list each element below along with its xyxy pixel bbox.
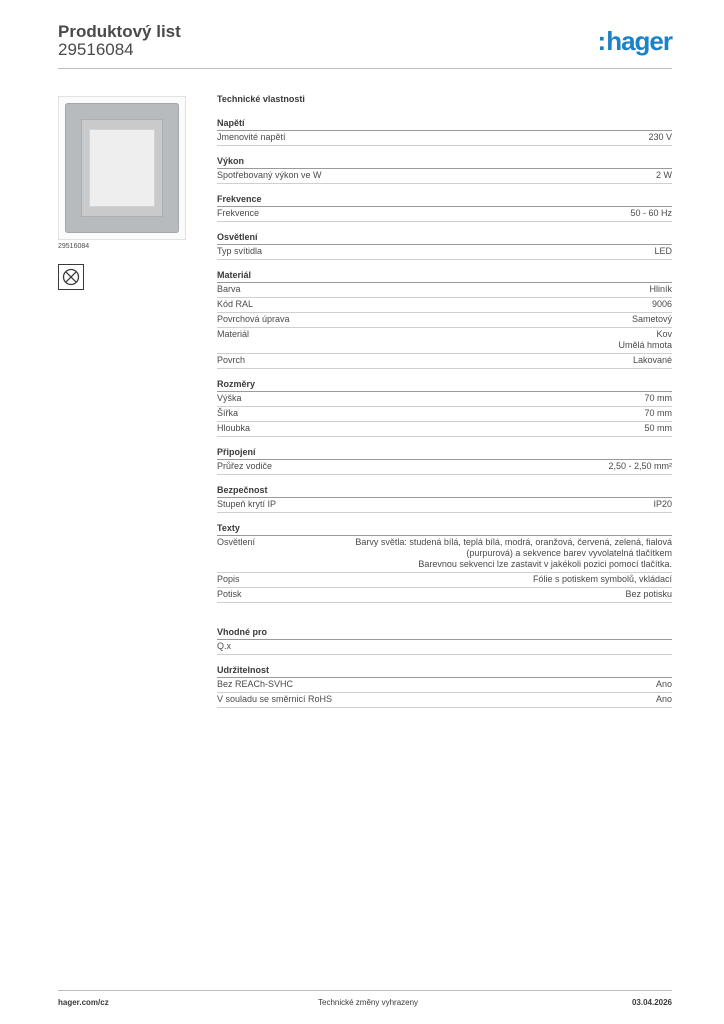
spec-group-title: Napětí bbox=[217, 116, 672, 131]
footer-notice: Technické změny vyhrazeny bbox=[318, 998, 419, 1007]
spec-group bbox=[217, 663, 672, 708]
spec-value-line: 2 W bbox=[655, 170, 672, 180]
spec-label: Frekvence bbox=[217, 208, 260, 218]
spec-value bbox=[625, 589, 672, 600]
spec-value-line: Barvy světla: studená bílá, teplá bílá, modrá, oranžová, červená, zelená, fialová bbox=[355, 537, 672, 547]
spec-row bbox=[217, 498, 672, 513]
spec-label: Povrchová úprava bbox=[217, 314, 290, 324]
spec-group bbox=[217, 116, 672, 146]
spec-groups bbox=[217, 116, 672, 603]
lamp-symbol-icon bbox=[58, 264, 84, 290]
spec-group-title: Výkon bbox=[217, 154, 672, 169]
spec-row bbox=[217, 354, 672, 369]
spec-label: Výška bbox=[217, 393, 242, 403]
spec-row bbox=[217, 573, 672, 588]
spec-value bbox=[649, 284, 672, 295]
spec-value-line: Sametový bbox=[631, 314, 672, 324]
spec-value bbox=[648, 132, 672, 143]
spec-row bbox=[217, 313, 672, 328]
spec-row bbox=[217, 678, 672, 693]
spec-value bbox=[654, 246, 672, 257]
spec-value-line: (purpurová) a sekvence barev vyvolatelná tlačítkem bbox=[466, 548, 672, 558]
spec-row bbox=[217, 131, 672, 146]
spec-row bbox=[217, 460, 672, 475]
spec-row bbox=[217, 283, 672, 298]
spec-row bbox=[217, 422, 672, 437]
spec-row bbox=[217, 169, 672, 184]
spec-row bbox=[217, 328, 672, 354]
footer-date: 03.04.2026 bbox=[631, 998, 672, 1007]
spec-value-line: 50 - 60 Hz bbox=[630, 208, 672, 218]
header-divider bbox=[58, 68, 672, 69]
document-title: Produktový list bbox=[58, 22, 181, 41]
spec-value-line: IP20 bbox=[653, 499, 672, 509]
spec-label: V souladu se směrnicí RoHS bbox=[217, 694, 333, 704]
footer-website[interactable]: hager.com/cz bbox=[58, 998, 109, 1007]
spec-group-title: Osvětlení bbox=[217, 230, 672, 245]
spec-value-line: 2,50 - 2,50 mm² bbox=[608, 461, 672, 471]
image-caption: 29516084 bbox=[58, 243, 90, 250]
spec-value bbox=[644, 393, 672, 404]
spec-group bbox=[217, 192, 672, 222]
spec-row bbox=[217, 245, 672, 260]
spec-value-line: 9006 bbox=[651, 299, 672, 309]
switch-frame bbox=[65, 103, 179, 233]
switch-plate bbox=[81, 119, 163, 217]
spec-value-line: Bez potisku bbox=[625, 589, 672, 599]
spec-group-title: Texty bbox=[217, 521, 672, 536]
spec-value-line: 70 mm bbox=[644, 408, 672, 418]
extra-spec-groups bbox=[217, 625, 672, 708]
spec-label: Typ svítidla bbox=[217, 246, 263, 256]
spec-label: Q.x bbox=[217, 641, 232, 651]
spec-label: Kód RAL bbox=[217, 299, 254, 309]
spec-label: Hloubka bbox=[217, 423, 251, 433]
spec-value-line: Hliník bbox=[649, 284, 672, 294]
spec-group-title: Materiál bbox=[217, 268, 672, 283]
spec-group bbox=[217, 154, 672, 184]
spec-row bbox=[217, 207, 672, 222]
spec-group bbox=[217, 483, 672, 513]
spec-group bbox=[217, 268, 672, 369]
spec-row bbox=[217, 693, 672, 708]
spec-value bbox=[669, 641, 672, 652]
spec-value bbox=[644, 408, 672, 419]
product-number: 29516084 bbox=[58, 40, 134, 59]
spec-label: Potisk bbox=[217, 589, 242, 599]
spec-value bbox=[656, 170, 672, 181]
technical-specs bbox=[217, 92, 672, 716]
spec-value bbox=[633, 355, 672, 366]
switch-rocker bbox=[89, 129, 155, 207]
spec-label: Stupeň krytí IP bbox=[217, 499, 277, 509]
spec-group bbox=[217, 377, 672, 437]
spec-label: Bez REACh-SVHC bbox=[217, 679, 294, 689]
spec-group bbox=[217, 445, 672, 475]
page-header bbox=[58, 20, 672, 68]
spec-group-title: Rozměry bbox=[217, 377, 672, 392]
spec-label: Jmenovité napětí bbox=[217, 132, 286, 142]
spec-value bbox=[618, 329, 672, 351]
spec-group bbox=[217, 230, 672, 260]
spec-label: Materiál bbox=[217, 329, 250, 339]
spec-value-line: Fólie s potiskem symbolů, vkládací bbox=[532, 574, 672, 584]
spec-label: Osvětlení bbox=[217, 537, 256, 547]
spec-value bbox=[632, 314, 672, 325]
spec-label: Popis bbox=[217, 574, 240, 584]
spec-value-line: LED bbox=[654, 246, 672, 256]
spec-value-line: 50 mm bbox=[644, 423, 672, 433]
spec-value-line: Barevnou sekvenci lze zastavit v jakékoli pozici pomocí tlačítka. bbox=[418, 559, 672, 569]
spec-value bbox=[656, 694, 672, 705]
spec-label: Spotřebovaný výkon ve W bbox=[217, 170, 322, 180]
spec-row bbox=[217, 298, 672, 313]
spec-value-line: Umělá hmota bbox=[618, 340, 672, 350]
spec-value bbox=[608, 461, 672, 472]
spec-row bbox=[217, 536, 672, 573]
spec-group-title: Frekvence bbox=[217, 192, 672, 207]
spec-group-title: Vhodné pro bbox=[217, 625, 672, 640]
spec-value-line bbox=[669, 641, 672, 652]
spec-value bbox=[644, 423, 672, 434]
spec-value-line: Kov bbox=[656, 329, 672, 339]
spec-value bbox=[652, 299, 672, 310]
logo-text: hager bbox=[606, 26, 672, 56]
spec-group bbox=[217, 521, 672, 603]
spec-row bbox=[217, 392, 672, 407]
spec-group bbox=[217, 625, 672, 655]
spec-label: Barva bbox=[217, 284, 241, 294]
product-image bbox=[58, 96, 186, 240]
spec-value bbox=[630, 208, 672, 219]
spec-value-line: Ano bbox=[655, 694, 672, 704]
spec-value-line: 230 V bbox=[648, 132, 672, 142]
spec-value bbox=[653, 499, 672, 510]
spec-label: Povrch bbox=[217, 355, 246, 365]
spec-row bbox=[217, 407, 672, 422]
spec-row bbox=[217, 588, 672, 603]
spec-value-line: Ano bbox=[655, 679, 672, 689]
spec-value bbox=[355, 537, 672, 570]
spec-value bbox=[656, 679, 672, 690]
spec-value bbox=[533, 574, 672, 585]
spec-group-title: Připojení bbox=[217, 445, 672, 460]
spec-label: Šířka bbox=[217, 408, 239, 418]
spec-label: Průřez vodiče bbox=[217, 461, 273, 471]
footer-divider bbox=[58, 990, 672, 991]
spec-group-title: Udržitelnost bbox=[217, 663, 672, 678]
spec-value-line: 70 mm bbox=[644, 393, 672, 403]
spec-group-title: Bezpečnost bbox=[217, 483, 672, 498]
spec-value-line: Lakované bbox=[632, 355, 672, 365]
specs-section-title: Technické vlastnosti bbox=[217, 94, 305, 104]
spec-row bbox=[217, 640, 672, 655]
hager-logo bbox=[598, 26, 672, 56]
logo-colon-icon: : bbox=[597, 26, 606, 56]
